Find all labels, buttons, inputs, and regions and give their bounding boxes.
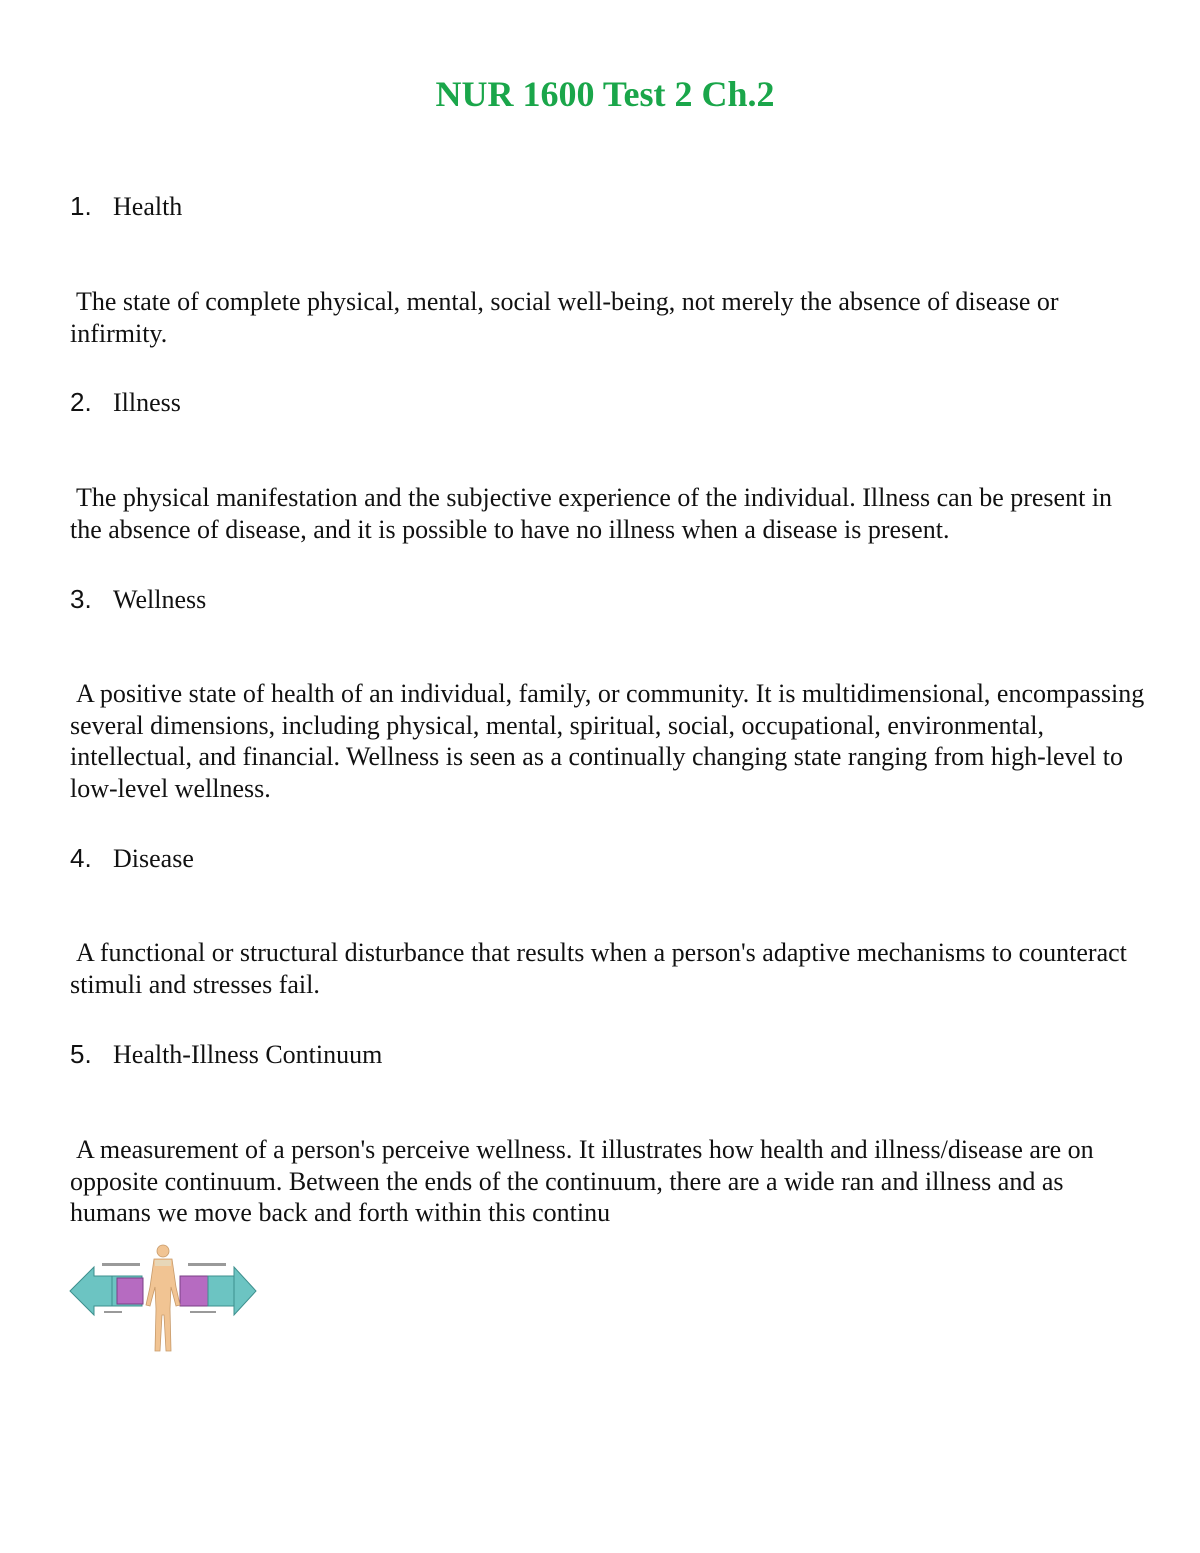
term-definition-health-illness-continuum: A measurement of a person's perceive wellness. It illustrates how health and illness/disease are on opposite continuum. Between the ends of the continuum, there are a wide ran and illness and as humans we move back and forth within this continu: [70, 1135, 1094, 1227]
term-number: 5.: [70, 1039, 92, 1069]
term-number: 4.: [70, 843, 92, 873]
term-definition-illness: The physical manifestation and the subjective experience of the individual. Illness can be present in the absence of disease, and it is possible to have no illness when a disease is present.: [70, 483, 1113, 544]
term-number: 2.: [70, 387, 92, 417]
term-definition-wellness: A positive state of health of an individual, family, or community. It is multidimensional, encompassing several dimensions, including physical, mental, spiritual, social, occupational, environmental, intellectual, and financial. Wellness is seen as a continually changing state ranging from high-level to low-level wellness.: [70, 679, 1145, 803]
term-label: Disease: [113, 844, 194, 873]
term-label: Wellness: [113, 585, 207, 614]
term-label: Health-Illness Continuum: [113, 1040, 383, 1069]
term-definition-health: The state of complete physical, mental, social well-being, not merely the absence of disease or infirmity.: [70, 287, 1059, 348]
health-illness-continuum-figure: [68, 1243, 258, 1358]
term-heading-health-illness-continuum: [70, 1037, 382, 1071]
term-label: Illness: [113, 388, 181, 417]
term-heading-disease: [70, 841, 194, 875]
term-heading-health: [70, 189, 182, 223]
term-heading-illness: [70, 385, 181, 419]
term-number: 1.: [70, 191, 92, 221]
term-label: Health: [113, 192, 183, 221]
page-title: NUR 1600 Test 2 Ch.2: [435, 74, 775, 114]
term-heading-wellness: [70, 582, 206, 616]
term-definition-disease: A functional or structural disturbance that results when a person's adaptive mechanisms to counteract stimuli and stresses fail.: [70, 938, 1127, 999]
term-number: 3.: [70, 584, 92, 614]
